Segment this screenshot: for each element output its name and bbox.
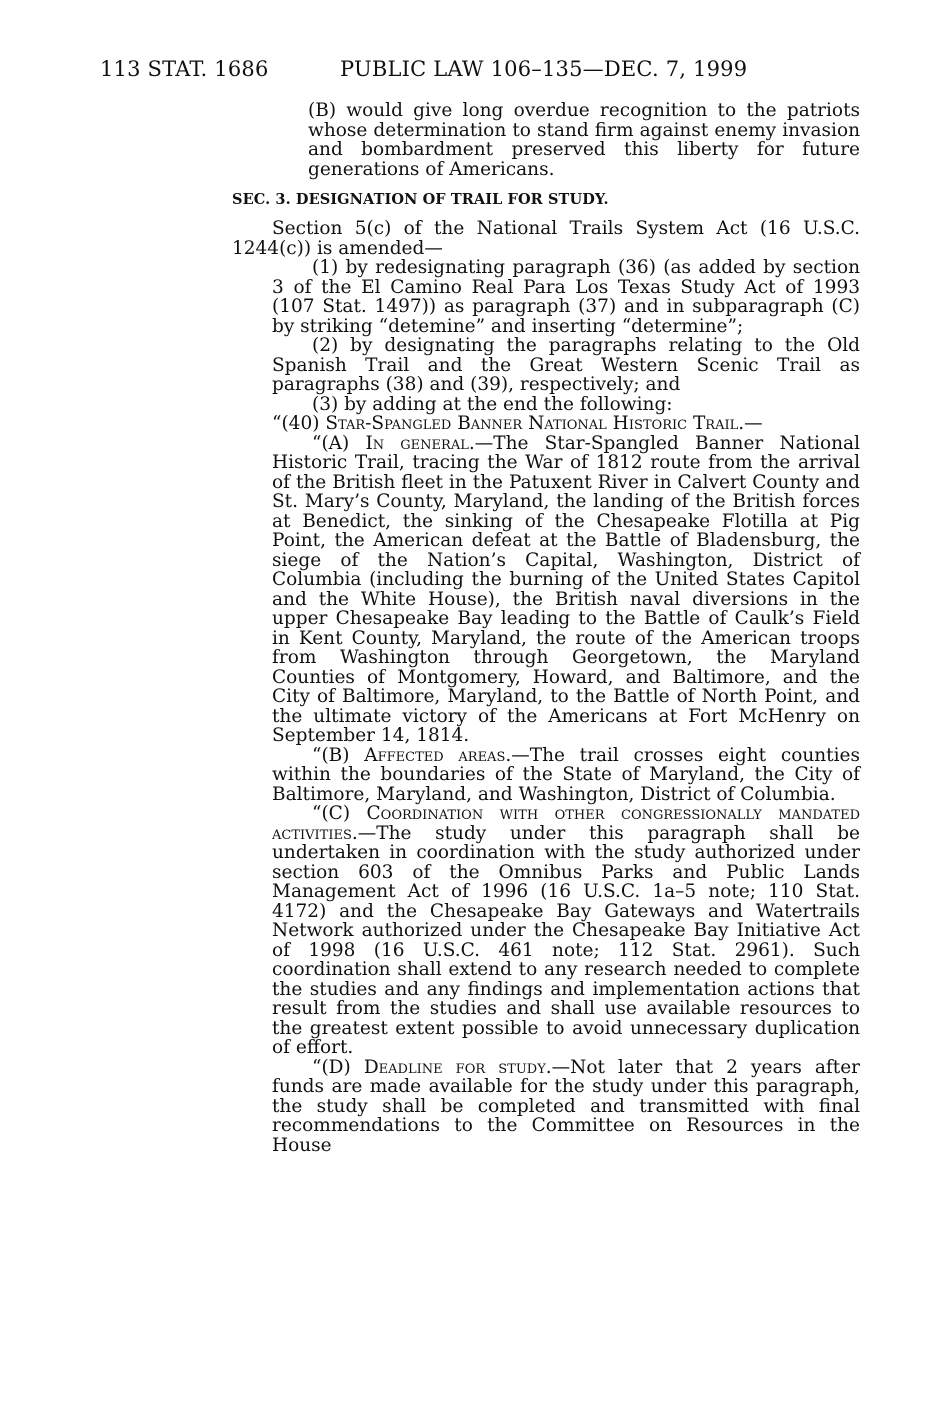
- section-heading: SEC. 3. DESIGNATION OF TRAIL FOR STUDY.: [232, 191, 609, 208]
- public-law-title: PUBLIC LAW 106–135—DEC. 7, 1999: [340, 57, 748, 81]
- subparagraph-a: [232, 434, 860, 746]
- subparagraph-a-title: In general.: [365, 432, 475, 454]
- subparagraph-c-title: Coordination with other congressionally mandated activities.: [272, 803, 860, 844]
- subparagraph-d-label: “(D): [312, 1056, 364, 1078]
- paragraph-40-title: Star-Spangled Banner National Historic Trail.—: [325, 413, 763, 434]
- subparagraph-a-text: —The Star-Spangled Banner National Historic Trail, tracing the War of 1812 route from the arrival of the British fleet in the Patuxent River in Calvert County and St. Mary’s County, Maryland, the landing of the British forces at Benedict, the sinking of the Chesapeake Flotilla at Pig Point, the American defeat at the Battle of Bladensburg, the siege of the Nation’s Capital, Washington, District of Columbia (including the burning of the United States Capitol and the White House), the British naval diversions in the upper Chesapeake Bay leading to the Battle of Caulk’s Field in Kent County, Maryland, the route of the American troops from Washington through Georgetown, the Maryland Counties of Montgomery, Howard, and Baltimore, and the City of Baltimore, Maryland, to the Battle of North Point, and the ultimate victory of the Americans at Fort McHenry on September 14, 1814.: [272, 432, 861, 746]
- statute-citation: 113 STAT. 1686: [100, 57, 269, 81]
- subparagraph-c-label: “(C): [312, 803, 367, 824]
- paragraph-40-heading: [232, 414, 860, 434]
- subparagraph-b: [232, 746, 860, 805]
- section-body: [232, 219, 860, 1155]
- subparagraph-a-label: “(A): [312, 432, 366, 454]
- subparagraph-c-text: —The study under this paragraph shall be undertaken in coordination with the study authorized under section 603 of the Omnibus Parks and Public Lands Management Act of 1996 (16 U.S.C. 1a–5 note; 110 Stat. 4172) and the Chesapeake Bay Gateways and Watertrails Network authorized under the Chesapeake Bay Initiative Act of 1998 (16 U.S.C. 461 note; 112 Stat. 2961). Such coordination shall extend to any research needed to complete the studies and any findings and implementation actions that result from the studies and shall use available resources to the greatest extent possible to avoid unnecessary duplication of effort.: [272, 822, 860, 1058]
- subparagraph-d-text: —Not later that 2 years after funds are made available for the study under this paragraph, the study shall be completed and transmitted with final recommendations to the Committee on Resources in the House: [272, 1056, 861, 1156]
- amendment-item-1: (1) by redesignating paragraph (36) (as added by section 3 of the El Camino Real Para Los Texas Study Act of 1993 (107 Stat. 1497)) as paragraph (37) and in subparagraph (C) by striking “detemine” and inserting “determine”;: [272, 257, 860, 337]
- subparagraph-b-title: Affected areas.: [364, 744, 512, 766]
- amendment-item-2: (2) by designating the paragraphs relating to the Old Spanish Trail and the Great Western Scenic Trail as paragraphs (38) and (39), respectively; and: [272, 335, 860, 395]
- paragraph-40-label: “(40): [272, 413, 326, 434]
- subparagraph-d: [232, 1058, 860, 1156]
- subparagraph-c: [232, 804, 860, 1058]
- subparagraph-b-text: —The trail crosses eight counties within the boundaries of the State of Maryland, the City of Baltimore, Maryland, and Washington, District of Columbia.: [272, 744, 860, 805]
- clause-b-paragraph: (B) would give long overdue recognition to the patriots whose determination to stand firm against enemy invasion and bombardment preserved this liberty for future generations of Americans.: [308, 100, 860, 180]
- subparagraph-b-label: “(B): [312, 744, 365, 766]
- section-intro: Section 5(c) of the National Trails System Act (16 U.S.C. 1244(c)) is amended—: [232, 218, 860, 259]
- amendment-item-3: (3) by adding at the end the following:: [312, 393, 673, 415]
- subparagraph-d-title: Deadline for study.: [363, 1056, 552, 1078]
